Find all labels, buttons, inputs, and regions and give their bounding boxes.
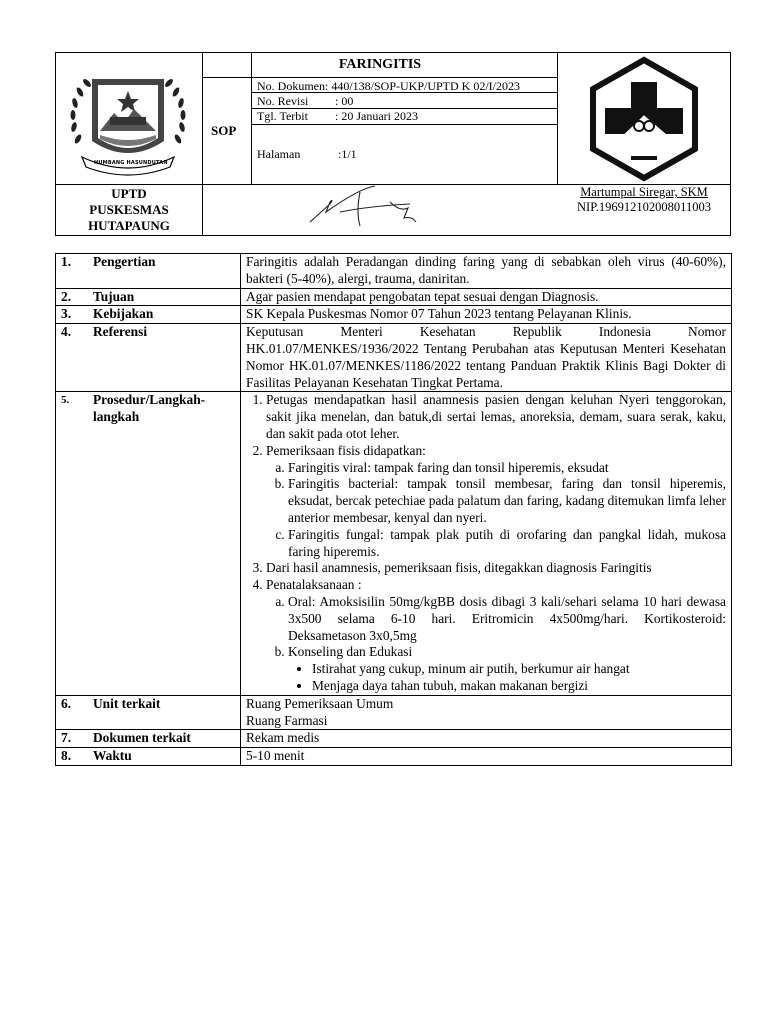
prosedur-content [241, 392, 732, 695]
signer-block [557, 185, 731, 215]
unit-line: Ruang Pemeriksaan Umum [246, 695, 394, 711]
row-kebijakan [56, 306, 732, 324]
sop-label: SOP [211, 123, 237, 138]
org-name [55, 186, 203, 234]
substeps [266, 594, 726, 695]
row-number: 2. [56, 288, 89, 306]
org-line-3: HUTAPAUNG [88, 218, 170, 233]
row-number: 6. [56, 695, 89, 730]
document-title: FARINGITIS [338, 57, 422, 72]
substep-item: a. Faringitis viral: tampak faring dan tonsil hiperemis, eksudat [288, 460, 726, 477]
dokumen-text: Rekam medis [241, 730, 732, 748]
row-label: Prosedur/Langkah-langkah [88, 392, 241, 695]
row-label: Tujuan [88, 288, 241, 306]
substep-text: Konseling dan Edukasi [288, 644, 413, 660]
referensi-text: Keputusan Menteri Kesehatan Republik Indonesia Nomor HK.01.07/MENKES/1936/2022 Tentang Perubahan atas Keputusan Menteri Kesehatan Nomor HK.01.07/MENKES/1186/2022 tentang Panduan Praktik Klinis Bagi Dokter di Fasilitas Pelayanan Kesehatan Tingkat Pertama. [241, 324, 732, 392]
puskesmas-logo-icon [585, 56, 703, 182]
tujuan-text: Agar pasien mendapat pengobatan tepat sesuai dengan Diagnosis. [241, 288, 732, 306]
row-number: 1. [56, 254, 89, 289]
row-number: 7. [56, 730, 89, 748]
row-label: Dokumen terkait [88, 730, 241, 748]
procedure-steps [246, 392, 726, 694]
kebijakan-text: SK Kepala Puskesmas Nomor 07 Tahun 2023 tentang Pelayanan Klinis. [241, 306, 732, 324]
org-line-1: UPTD [111, 186, 147, 201]
pengertian-text: Faringitis adalah Peradangan dinding faring yang di sebabkan oleh virus (40-60%), bakteri (5-40%), alergi, trauma, daniritan. [241, 254, 732, 289]
substep-item [288, 644, 726, 694]
row-tujuan [56, 288, 732, 306]
sop-header [55, 52, 731, 236]
seal-ribbon-text: HUMBANG HASUNDUTAN [94, 160, 168, 166]
org-line-2: PUSKESMAS [89, 202, 169, 217]
row-label: Kebijakan [88, 306, 241, 324]
tgl-terbit-value: : 20 Januari 2023 [335, 109, 418, 123]
bullet-list [288, 661, 726, 695]
substep-item: b. Faringitis bacterial: tampak tonsil membesar, faring dan tonsil hiperemis, eksudat, bercak petechiae pada palatum dan faring, kadang ditemukan limfa leher anterior membesar, kenyal dan nyeri. [288, 476, 726, 526]
no-revisi-value: : 00 [335, 94, 354, 108]
step-item: 1. Petugas mendapatkan hasil anamnesis pasien dengan keluhan Nyeri tenggorokan, sakit jika menelan, dan batuk,di sertai lemas, anoreksia, demam, suara serak, kaku, dan sakit pada otot leher. [266, 392, 726, 442]
step-text: Pemeriksaan fisis didapatkan: [266, 442, 426, 458]
no-dokumen: No. Dokumen: 440/138/SOP-UKP/UPTD K 02/I/2023 [257, 79, 521, 93]
bullet-item: • Menjaga daya tahan tubuh, makan makanan bergizi [312, 678, 726, 695]
sop-content-table [55, 253, 732, 766]
row-pengertian [56, 254, 732, 289]
signer-nip: NIP.196912102008011003 [577, 200, 711, 214]
signature-image [300, 182, 420, 230]
halaman-label: Halaman [257, 147, 301, 161]
bullet-item: • Istirahat yang cukup, minum air putih, berkumur air hangat [312, 661, 726, 678]
row-label: Waktu [88, 748, 241, 766]
step-item [266, 443, 726, 561]
step-item: 3. Dari hasil anamnesis, pemeriksaan fisis, ditegakkan diagnosis Faringitis [266, 560, 726, 577]
substep-item: c. Faringitis fungal: tampak plak putih di orofaring dan pangkal lidah, mukosa faring hiperemis. [288, 527, 726, 561]
unit-line: Ruang Farmasi [246, 712, 328, 728]
unit-content [241, 695, 732, 730]
row-number: 8. [56, 748, 89, 766]
row-number: 3. [56, 306, 89, 324]
signer-name: Martumpal Siregar, SKM [580, 185, 708, 199]
step-text: Penatalaksanaan : [266, 577, 362, 593]
row-label: Pengertian [88, 254, 241, 289]
substeps [266, 460, 726, 561]
waktu-text: 5-10 menit [241, 748, 732, 766]
row-referensi [56, 324, 732, 392]
no-revisi-label: No. Revisi [257, 94, 309, 108]
substep-item: a. Oral: Amoksisilin 50mg/kgBB dosis dibagi 3 kali/sehari selama 10 hari dewasa 3x500 selama 6-10 hari. Eritromicin 4x500mg/hari. Kortikosteroid: Deksametason 3x0,5mg [288, 594, 726, 644]
row-number: 4. [56, 324, 89, 392]
row-dokumen-terkait [56, 730, 732, 748]
logo-cell [55, 52, 203, 185]
halaman-value: :1/1 [338, 147, 357, 161]
row-unit-terkait [56, 695, 732, 730]
row-label: Referensi [88, 324, 241, 392]
row-label: Unit terkait [88, 695, 241, 730]
row-number: 5. [56, 392, 89, 695]
tgl-terbit-label: Tgl. Terbit [257, 109, 308, 123]
row-prosedur [56, 392, 732, 695]
row-waktu [56, 748, 732, 766]
step-item [266, 577, 726, 695]
